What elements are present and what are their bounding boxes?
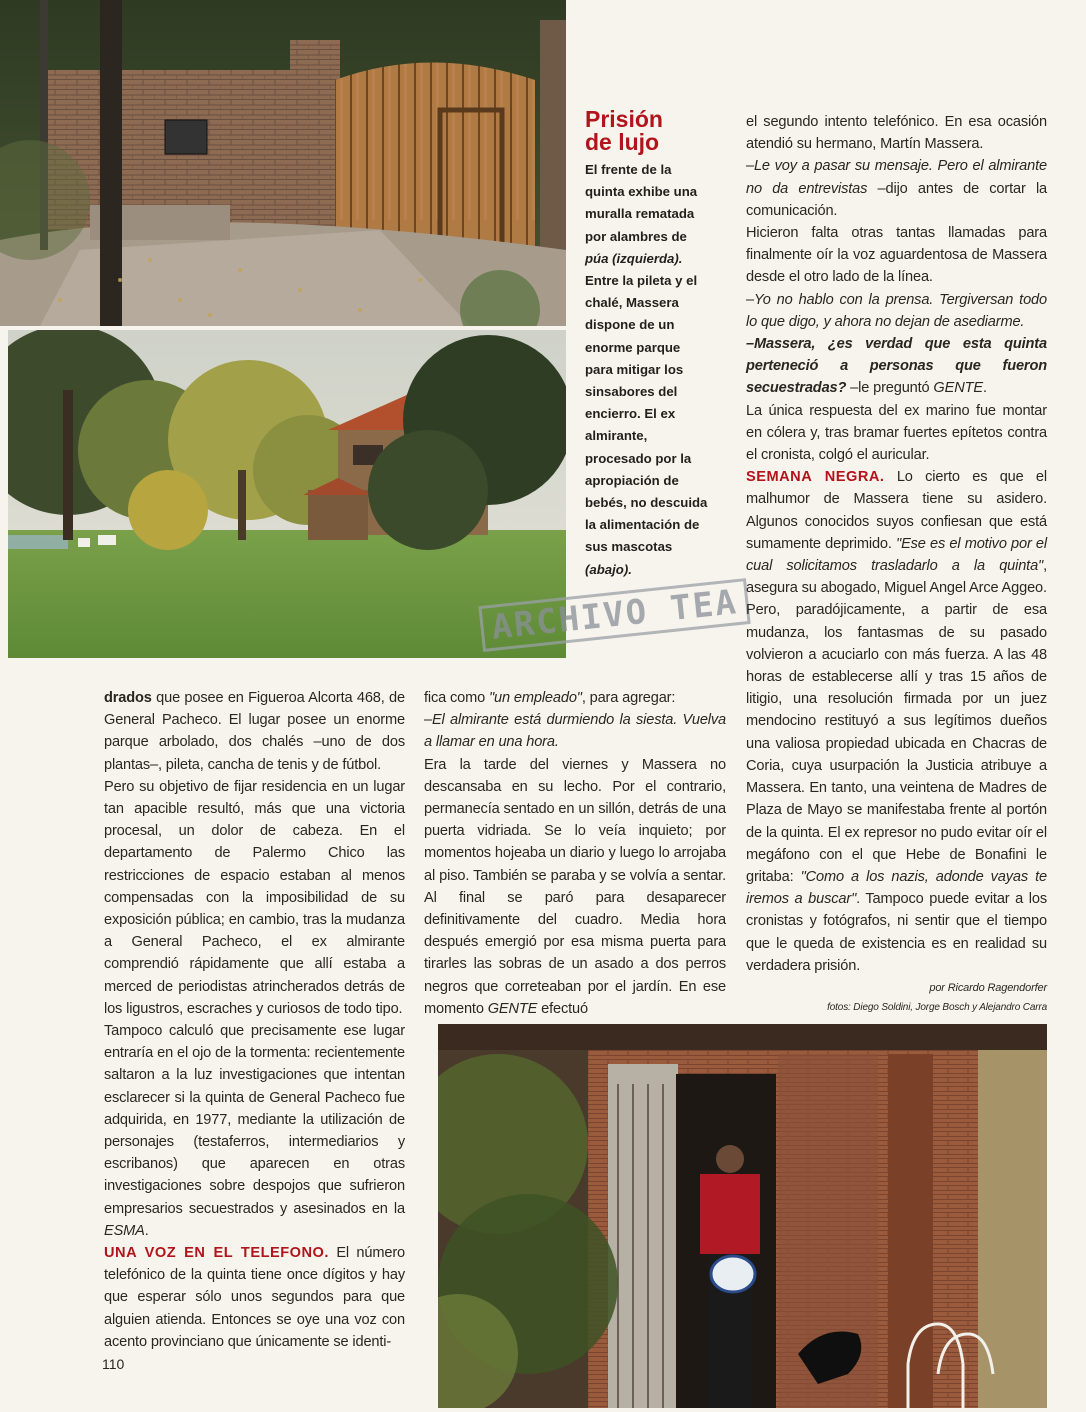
paragraph: –Yo no hablo con la prensa. Tergiversan todo lo que digo, y ahora no dejan de asediarme. <box>746 291 1047 330</box>
text: –dijo antes de cortar la comunicación. <box>746 180 1048 219</box>
paragraph <box>746 333 1047 400</box>
text: . <box>982 380 987 397</box>
caption-line: púa (izquierda). <box>585 250 683 266</box>
section-kicker: UNA VOZ EN EL TELEFONO. <box>104 1245 329 1262</box>
paragraph <box>746 466 1047 599</box>
text: . <box>144 1222 149 1239</box>
caption-line: dispone de un <box>585 317 675 333</box>
caption-line: apropiación de <box>585 472 679 488</box>
paragraph <box>104 687 405 776</box>
sidebar-title-line1: Prisión <box>585 106 663 132</box>
column-left <box>104 687 405 1353</box>
text: que posee en Figueroa Alcorta 468, de General Pacheco. El lugar posee un enorme parque arbolado, dos chalés –uno de dos plantas–, pileta, cancha de tenis y de fútbol. <box>104 690 405 773</box>
caption-line: muralla rematada <box>585 206 695 222</box>
archive-stamp: ARCHIVO TEA <box>478 578 751 652</box>
question: –Massera, ¿es verdad que esta quinta perteneció a personas que fueron secuestradas? <box>746 336 1047 397</box>
caption-line: Entre la pileta y el <box>585 273 698 289</box>
text: Lo cierto es que el malhumor de Massera tiene su asidero. Algunos conocidos suyos confiesan que está sumamente deprimido. <box>746 469 1047 552</box>
paragraph <box>104 1020 405 1242</box>
quote: "un empleado" <box>489 690 582 706</box>
column-middle <box>424 687 726 1020</box>
caption-line: sinsabores del <box>585 384 678 400</box>
paragraph <box>746 155 1047 222</box>
quote: "Como a los nazis, adonde vayas te iremos a buscar" <box>746 868 1047 908</box>
text: Era la tarde del viernes y Massera no descansaba en su lecho. Por el contrario, permanecía sentado en un sillón, detrás de una puerta vidriada. Se lo veía inquieto; por momentos hojeaba un diario y luego lo arrojaba al piso. También se paraba y se volvía a sentar. Al final se paró para desaparecer definitivamente del cuadro. Media hora después emergió por esa misma puerta para tirarles las sobras de un asado a dos perros negros que correteaban por el jardín. En ese momento <box>424 756 726 1017</box>
caption-line: procesado por la <box>585 450 692 466</box>
section-kicker: SEMANA NEGRA. <box>746 469 885 486</box>
text: Tampoco calculó que precisamente ese lugar entraría en el ojo de la tormenta: recientemente saltaron a la luz investigaciones que intentan esclarecer si la quinta de General Pacheco fue adquirida, en 1977, mediante la utilización de personajes (testaferros, intermediarios y escribanos) que aparecen en otras investigaciones sobre despojos que sufrieron empresarios secuestrados y asesinados en la <box>104 1023 405 1217</box>
text: fica como <box>424 690 490 706</box>
caption-line: bebés, no descuida <box>585 495 708 511</box>
column-right <box>746 111 1047 1017</box>
caption-line: quinta exhibe una <box>585 184 698 200</box>
caption-line: almirante, <box>585 428 648 444</box>
caption-line: enorme parque <box>585 339 681 355</box>
text: efectuó <box>537 1000 588 1017</box>
acronym: ESMA <box>104 1222 145 1239</box>
caption-line: la alimentación de <box>585 517 700 533</box>
text: , para agregar: <box>581 690 676 706</box>
lead-word: drados <box>104 690 152 706</box>
paragraph: el segundo intento telefónico. En esa ocasión atendió su hermano, Martín Massera. <box>746 114 1047 153</box>
paragraph <box>104 1242 405 1353</box>
caption-line: (abajo). <box>585 561 632 577</box>
text: , asegura su abogado, Miguel Angel Arce Aggeo. <box>746 558 1047 597</box>
page-number: 110 <box>102 1356 125 1372</box>
text: El número telefónico de la quinta tiene once dígitos y hay que esperar sólo unos segundos para que alguien atienda. Entonces se oye una voz con acento provinciano que únicamente se identi- <box>104 1245 405 1350</box>
photo-gate <box>0 0 566 326</box>
paragraph <box>746 599 1047 976</box>
photo-doorway <box>438 1024 1047 1408</box>
text: . Tampoco puede evitar a los cronistas y fotógrafos, ni sentir que el tiempo que le queda de existencia es en realidad su verdadera prisión. <box>746 891 1047 974</box>
paragraph: –El almirante está durmiendo la siesta. Vuelva a llamar en una hora. <box>424 712 726 751</box>
photo-credit: fotos: Diego Soldini, Jorge Bosch y Alejandro Carra <box>827 1001 1047 1013</box>
text: –le preguntó <box>846 380 934 397</box>
caption-line: encierro. El ex <box>585 406 676 422</box>
caption-line: chalé, Massera <box>585 295 679 311</box>
quote: –Le voy a pasar su mensaje. Pero el almirante no da entrevistas <box>746 158 1047 197</box>
text: Pero, paradójicamente, a partir de esa mudanza, los fantasmas de su pasado volvieron a acuciarlo con más fuerza. A las 48 horas de establecerse allí y tras 15 años de litigio, una resolución firmada por un juez mendocino restituyó a sus legítimos dueños una valiosa propiedad ubicada en Chacras de Coria, cuya usurpación la Justicia atribuye a Massera. En tanto, una veintena de Madres de Plaza de Mayo se manifestaba frente al portón de la quinta. El ex represor no pudo evitar oír el megáfono con el que Hebe de Bonafini le gritaba: <box>746 602 1047 885</box>
caption-line: para mitigar los <box>585 361 684 377</box>
quote: "Ese es el motivo por el cual solicitamos trasladarlo a la quinta" <box>746 535 1047 575</box>
paragraph: Hicieron falta otras tantas llamadas para finalmente oír la voz aguardentosa de Massera desde el otro lado de la línea. <box>746 225 1047 286</box>
paragraph: Pero su objetivo de fijar residencia en un lugar tan apacible resultó, más que una victoria procesal, un dolor de cabeza. En el departamento de Palermo Chico las restricciones de espacio estaban al menos compensadas con la imposibilidad de su exposición pública; en cambio, tras la mudanza a General Pacheco, el ex almirante comprendió rápidamente que allí estaba a merced de periodistas atrincherados detrás de los ligustros, escraches y curiosos de todo tipo. <box>104 778 405 1017</box>
paragraph: La única respuesta del ex marino fue montar en cólera y, tras bramar fuertes epítetos contra el cronista, colgó el auricular. <box>746 402 1047 464</box>
caption-line: El frente de la <box>585 162 672 177</box>
sidebar-title-line2: de lujo <box>585 129 660 155</box>
sidebar <box>585 108 720 581</box>
magazine-name: GENTE <box>487 1000 538 1017</box>
paragraph <box>424 754 726 1020</box>
caption-line: sus mascotas <box>585 539 673 555</box>
sidebar-caption <box>585 159 720 581</box>
byline: por Ricardo Ragendorfer <box>929 981 1047 994</box>
paragraph <box>424 687 726 709</box>
magazine-name: GENTE <box>933 380 983 397</box>
caption-line: por alambres de <box>585 228 687 244</box>
